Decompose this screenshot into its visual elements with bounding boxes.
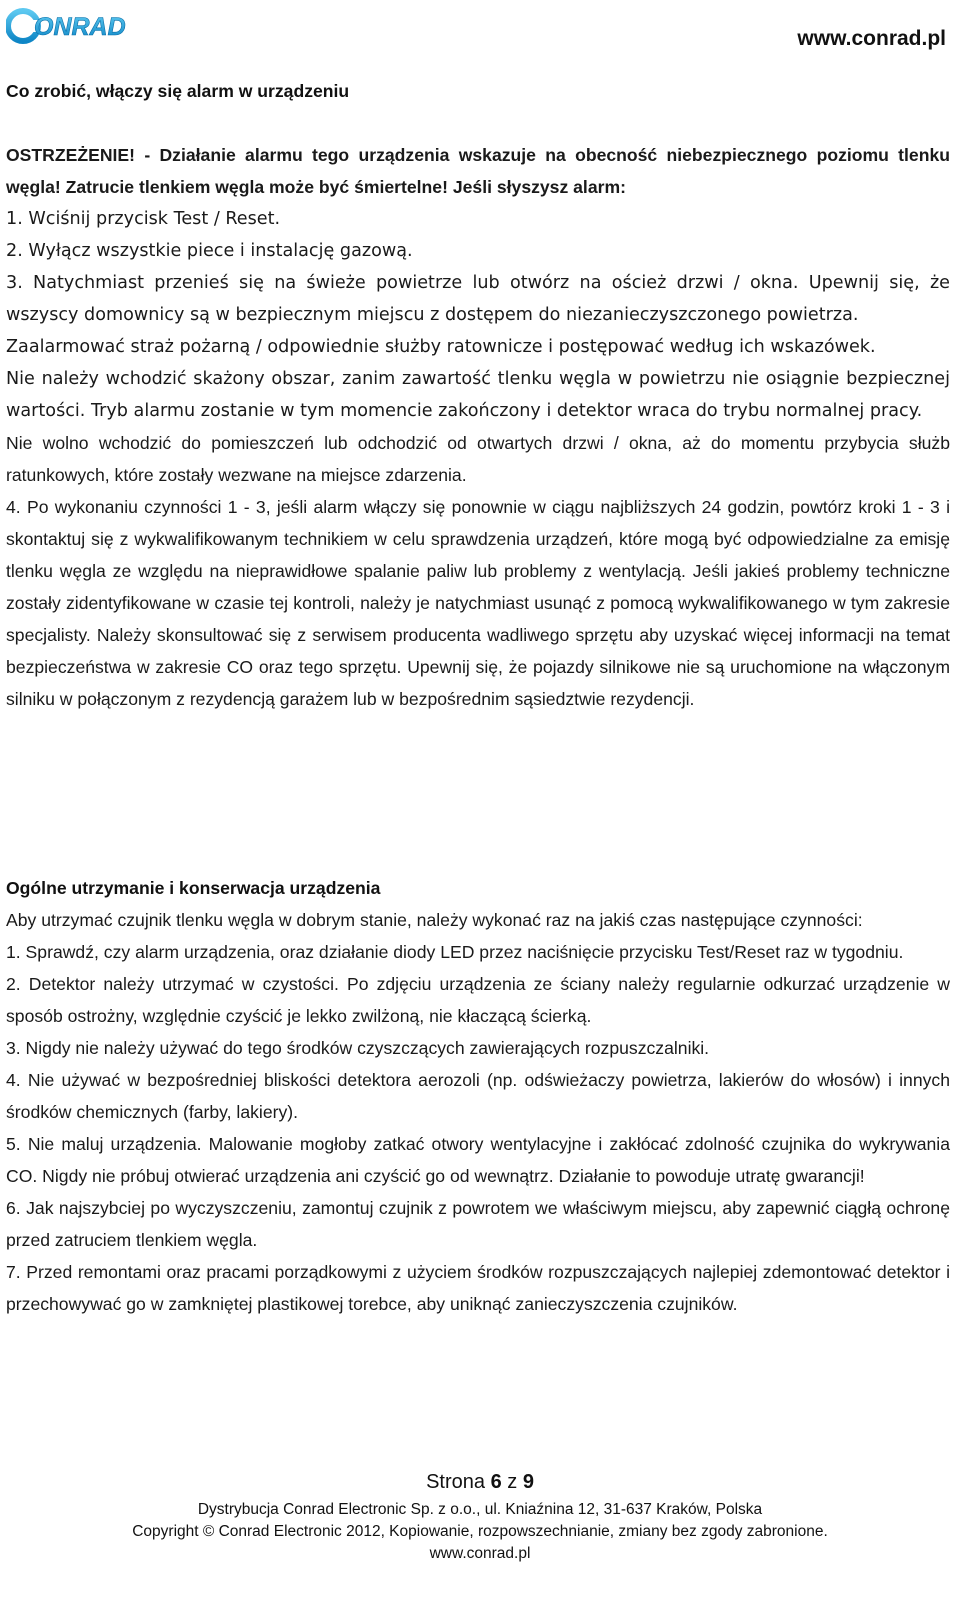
maintenance-item-7: 7. Przed remontami oraz pracami porządkowymi z użyciem środków rozpuszczających najlepiej zdemontować detektor i przechowywać go w zamkniętej plastikowej torebce, aby uniknąć zanieczyszczenia czujników. — [6, 1262, 950, 1314]
maintenance-item-6: 6. Jak najszybciej po wyczyszczeniu, zamontuj czujnik z powrotem we właściwym miejscu, aby zapewnić ciągłą ochronę przed zatruciem tlenkiem węgla. — [6, 1198, 950, 1250]
svg-text:ONRAD: ONRAD — [34, 13, 126, 41]
page-prefix: Strona — [426, 1471, 485, 1493]
page-number — [0, 1471, 960, 1494]
maintenance-item-1: 1. Sprawdź, czy alarm urządzenia, oraz działanie diody LED przez naciśnięcie przycisku Test/Reset raz w tygodniu. — [6, 942, 904, 962]
maintenance-item-2: 2. Detektor należy utrzymać w czystości. Po zdjęciu urządzenia ze ściany należy regularnie odkurzać urządzenie w sposób ostrożny, względnie czyścić je lekko zwilżoną, nie kłaczącą ścierką. — [6, 974, 950, 1026]
maintenance-intro: Aby utrzymać czujnik tlenku węgla w dobrym stanie, należy wykonać raz na jakiś czas następujące czynności: — [6, 910, 863, 930]
maintenance-item-5: 5. Nie maluj urządzenia. Malowanie mogłoby zatkać otwory wentylacyjne i zakłócać zdolność czujnika do wykrywania CO. Nigdy nie próbuj otwierać urządzenia ani czyścić go od wewnątrz. Działanie to powoduje utratę gwarancji! — [6, 1134, 950, 1186]
maintenance-item-4: 4. Nie używać w bezpośredniej bliskości detektora aerozoli (np. odświeżaczy powietrza, lakierów do włosów) i innych środków chemicznych (farby, lakiery). — [6, 1070, 950, 1122]
page-header — [0, 0, 960, 60]
maintenance-section — [6, 872, 950, 1320]
no-leave-paragraph: Nie wolno wchodzić do pomieszczeń lub odchodzić od otwartych drzwi / okna, aż do momentu przybycia służb ratunkowych, które zostały wezwane na miejsce zdarzenia. — [6, 433, 950, 485]
alert-paragraph: Zaalarmować straż pożarną / odpowiednie służby ratownicze i postępować według ich wskazówek. — [6, 337, 876, 357]
step-1: 1. Wciśnij przycisk Test / Reset. — [6, 209, 281, 229]
conrad-logo — [6, 4, 162, 44]
footer-distribution: Dystrybucja Conrad Electronic Sp. z o.o., ul. Kniaźnina 12, 31-637 Kraków, Polska — [197, 1501, 763, 1518]
step-4: 4. Po wykonaniu czynności 1 - 3, jeśli alarm włączy się ponownie w ciągu najbliższych 24 godzin, powtórz kroki 1 - 3 i skontaktuj się z wykwalifikowanym technikiem w celu sprawdzenia urządzeń, które mogą być odpowiedzialne za emisję tlenku węgla ze względu na nieprawidłowe spalanie paliw lub problemy z wentylacją. Jeśli jakieś problemy techniczne zostały zidentyfikowane w czasie tej kontroli, należy je natychmiast usunąć z pomocą wykwalifikowanego w tym zakresie specjalisty. Należy skonsultować się z serwisem producenta wadliwego sprzętu aby uzyskać więcej informacji na temat bezpieczeństwa w zakresie CO oraz tego sprzętu. Upewnij się, że pojazdy silnikowe nie są uruchomione na włączonym silniku w połączonym z rezydencją garażem lub w bezpośrednim sąsiedztwie rezydencji. — [6, 497, 950, 709]
warning-paragraph: OSTRZEŻENIE! - Działanie alarmu tego urządzenia wskazuje na obecność niebezpiecznego poziomu tlenku węgla! Zatrucie tlenkiem węgla może być śmiertelne! Jeśli słyszysz alarm: — [6, 145, 950, 197]
footer-website[interactable]: www.conrad.pl — [429, 1545, 531, 1562]
step-3: 3. Natychmiast przenieś się na świeże powietrze lub otwórz na oścież drzwi / okna. Upewnij się, że wszyscy domownicy są w bezpiecznym miejscu z dostępem do niezanieczyszczonego powietrza. — [6, 273, 950, 325]
page-current: 6 — [490, 1471, 502, 1493]
footer-copyright: Copyright © Conrad Electronic 2012, Kopiowanie, rozpowszechnianie, zmiany bez zgody zabronione. — [132, 1523, 828, 1540]
maintenance-item-3: 3. Nigdy nie należy używać do tego środków czyszczących zawierających rozpuszczalniki. — [6, 1038, 710, 1058]
maintenance-section-title: Ogólne utrzymanie i konserwacja urządzenia — [6, 878, 381, 898]
page-separator: z — [507, 1471, 518, 1493]
no-enter-paragraph: Nie należy wchodzić skażony obszar, zanim zawartość tlenku węgla w powietrzu nie osiągnie bezpiecznej wartości. Tryb alarmu zostanie w tym momencie zakończony i detektor wraca do trybu normalnej pracy. — [6, 369, 950, 421]
header-website[interactable]: www.conrad.pl — [797, 27, 946, 50]
step-2: 2. Wyłącz wszystkie piece i instalację gazową. — [6, 241, 413, 261]
alarm-section — [6, 75, 950, 715]
alarm-section-title: Co zrobić, włączy się alarm w urządzeniu — [6, 81, 350, 101]
page-total: 9 — [522, 1471, 534, 1493]
